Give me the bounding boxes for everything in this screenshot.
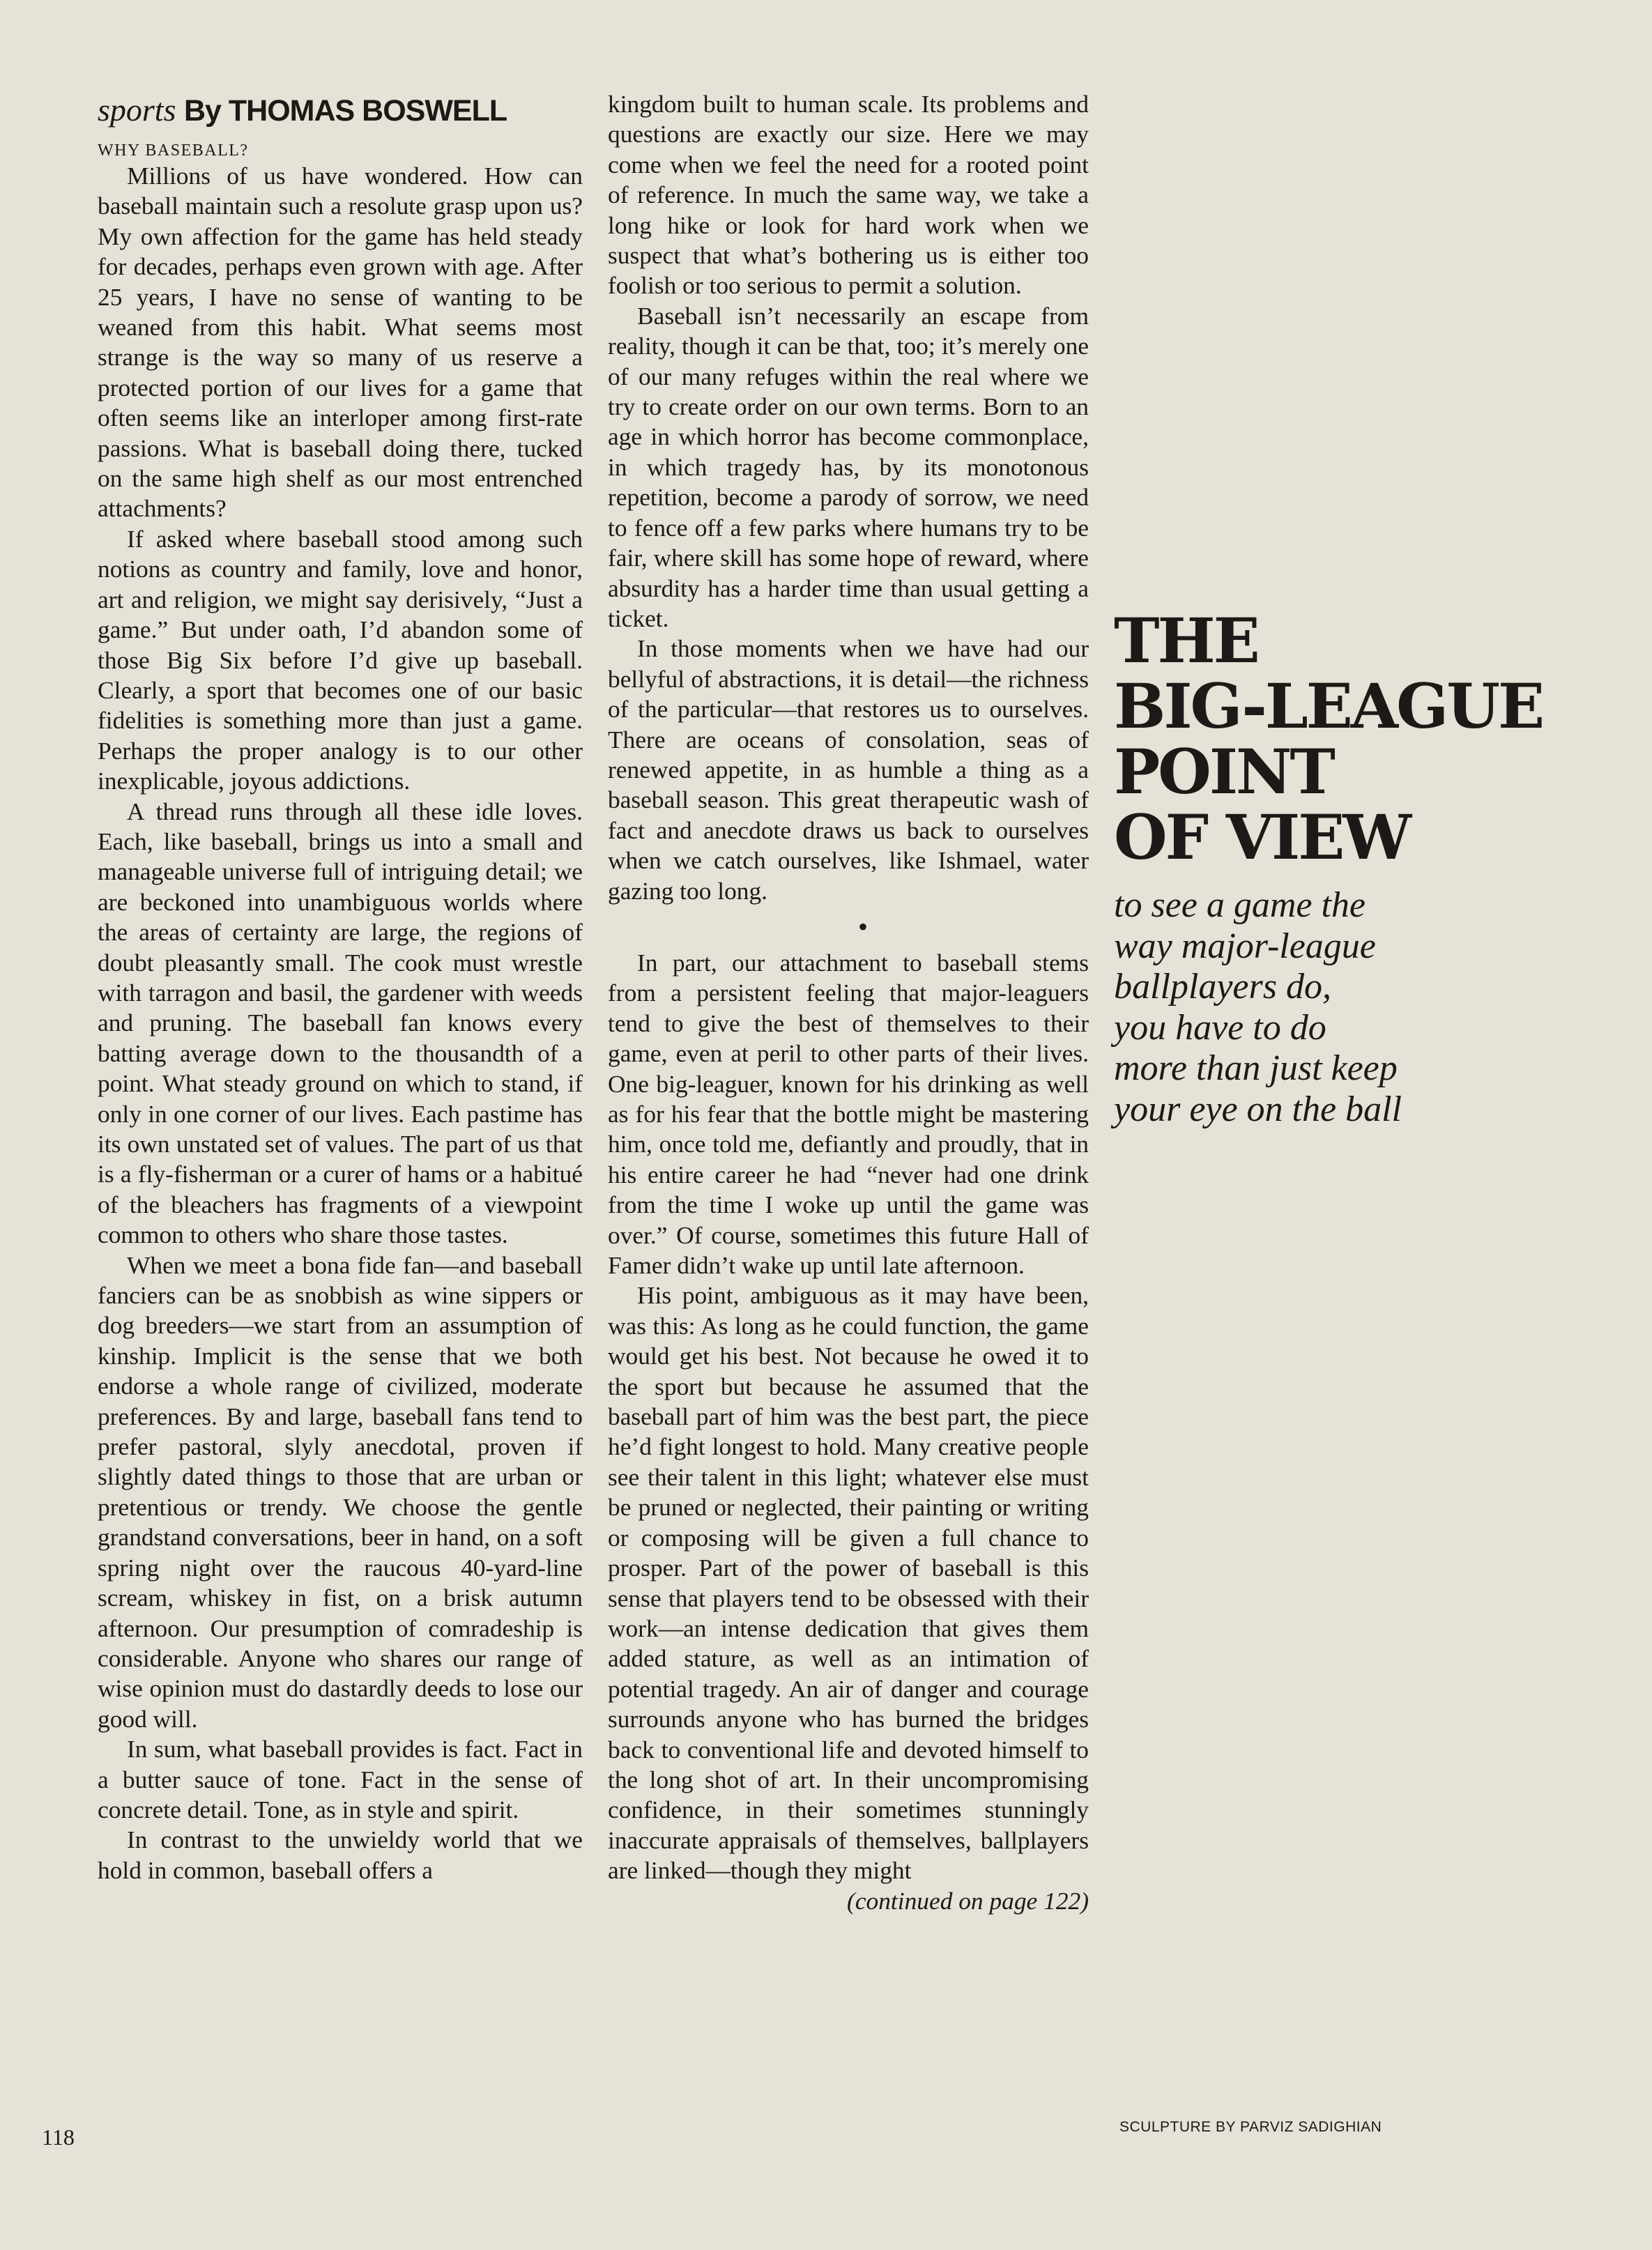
- author-name: By THOMAS BOSWELL: [183, 94, 507, 128]
- article-column-1: [98, 89, 583, 1885]
- paragraph: In contrast to the unwieldy world that we hold in common, baseball offers a: [98, 1826, 583, 1884]
- deck-line: ballplayers do,: [1114, 967, 1331, 1007]
- article-column-2: [608, 89, 1089, 1916]
- continued-line: [608, 1886, 1089, 1916]
- continued-note: (continued on page 122): [847, 1886, 1089, 1915]
- section-label: sports: [98, 92, 176, 128]
- paragraph: In those moments when we have had our bellyful of abstractions, it is detail—the richness of the particular—that restores us to ourselves. There are oceans of consolation, seas of renewed appetite, in as humble a thing as a baseball season. This great therapeutic wash of fact and anecdote draws us back to ourselves when we catch ourselves, like Ishmael, water gazing too long.: [608, 634, 1089, 905]
- deck-line: more than just keep: [1114, 1048, 1398, 1088]
- paragraph: Baseball isn’t necessarily an escape from reality, though it can be that, too; it’s merely one of our many refuges within the real where we try to create order on our own terms. Born to an age in which horror has become commonplace, in which tragedy has, by its monotonous repetition, become a parody of sorrow, we need to fence off a few parks where humans try to be fair, where skill has some hope of reward, where absurdity has a harder time than usual getting a ticket.: [608, 301, 1089, 632]
- headline-line: POINT: [1114, 735, 1333, 808]
- byline: [98, 89, 583, 132]
- paragraph: A thread runs through all these idle loves. Each, like baseball, brings us into a small and manageable universe full of intriguing detail; we are beckoned into unambiguous worlds where the areas of certainty are large, the regions of doubt pleasantly small. The cook must wrestle with tarragon and basil, the gardener with weeds and pruning. The baseball fan knows every batting average down to the thousandth of a point. What steady ground on which to stand, if only in one corner of our lives. Each pastime has its own unstated set of values. The part of us that is a fly-fisherman or a curer of hams or a habitué of the bleachers has fragments of a viewpoint common to others who share those tastes.: [98, 797, 583, 1249]
- deck-line: way major-league: [1114, 926, 1376, 966]
- subhead: WHY BASEBALL?: [98, 141, 249, 160]
- deck-line: to see a game the: [1114, 885, 1366, 925]
- deck: [1114, 885, 1504, 1130]
- paragraph: When we meet a bona fide fan—and baseball fanciers can be as snobbish as wine sippers or dog breeders—we start from an assumption of kinship. Implicit is the sense that we both endorse a whole range of civilized, moderate preferences. By and large, baseball fans tend to prefer pastoral, slyly anecdotal, proven if slightly dated things to those that are urban or pretentious or trendy. We choose the gentle grandstand conversations, beer in hand, on a soft spring night over the raucous 40-yard-line scream, whiskey in fist, on a brisk autumn afternoon. Our presumption of comradeship is considerable. Anyone who shares our range of wise opinion must do dastardly deeds to lose our good will.: [98, 1250, 583, 1733]
- headline-line: OF VIEW: [1114, 801, 1410, 873]
- paragraph: In part, our attachment to baseball stems from a persistent feeling that major-leaguers tend to give the best of themselves to their game, even at peril to other parts of their lives. One big-leaguer, known for his drinking as well as for his fear that the bottle might be mastering him, once told me, defiantly and proudly, that in his entire career he had “never had one drink from the time I woke up until the game was over.” Of course, sometimes this future Hall of Famer didn’t wake up until late afternoon.: [608, 948, 1089, 1280]
- deck-line: you have to do: [1114, 1007, 1326, 1048]
- headline-line: THE: [1114, 604, 1258, 677]
- paragraph: kingdom built to human scale. Its problems and questions are exactly our size. Here we may come when we feel the need for a rooted point of reference. In much the same way, we take a long hike or look for hard work when we suspect that what’s bothering us is either too foolish or too serious to permit a solution.: [608, 90, 1089, 300]
- photo-credit: SCULPTURE BY PARVIZ SADIGHIAN: [1119, 2119, 1382, 2135]
- page-number: 118: [42, 2125, 75, 2150]
- paragraph: His point, ambiguous as it may have been, was this: As long as he could function, the game would get his best. Not because he owed it to the sport but because he assumed that the baseball part of him was the best part, the piece he’d fight longest to hold. Many creative people see their talent in this light; whatever else must be pruned or neglected, their painting or writing or composing will be given a full chance to prosper. Part of the power of baseball is this sense that players tend to be obsessed with their work—an intense dedication that gives them added stature, as well as an intimation of potential tragedy. An air of danger and courage surrounds anyone who has burned the bridges back to conventional life and devoted himself to the long shot of art. In their uncompromising confidence, in their sometimes stunningly inaccurate appraisals of themselves, ballplayers are linked—though they might: [608, 1281, 1089, 1885]
- deck-line: your eye on the ball: [1114, 1089, 1402, 1129]
- paragraph: Millions of us have wondered. How can baseball maintain such a resolute grasp upon us? My own affection for the game has held steady for decades, perhaps even grown with age. After 25 years, I have no sense of wanting to be weaned from this habit. What seems most strange is the way so many of us reserve a protected portion of our lives for a game that often seems like an interloper among first-rate passions. What is baseball doing there, tucked on the same high shelf as our most entrenched attachments?: [98, 162, 583, 523]
- headline-line: BIG-LEAGUE: [1114, 670, 1543, 742]
- paragraph: If asked where baseball stood among such notions as country and family, love and honor, art and religion, we might say derisively, “Just a game.” But under oath, I’d abandon some of those Big Six before I’d give up baseball. Clearly, a sport that becomes one of our basic fidelities is something more than just a game. Perhaps the proper analogy is to our other inexplicable, joyous addictions.: [98, 524, 583, 795]
- section-break: •: [857, 910, 868, 942]
- headline: [1114, 604, 1616, 873]
- paragraph: In sum, what baseball provides is fact. Fact in a butter sauce of tone. Fact in the sense of concrete detail. Tone, as in style and spirit.: [98, 1735, 583, 1823]
